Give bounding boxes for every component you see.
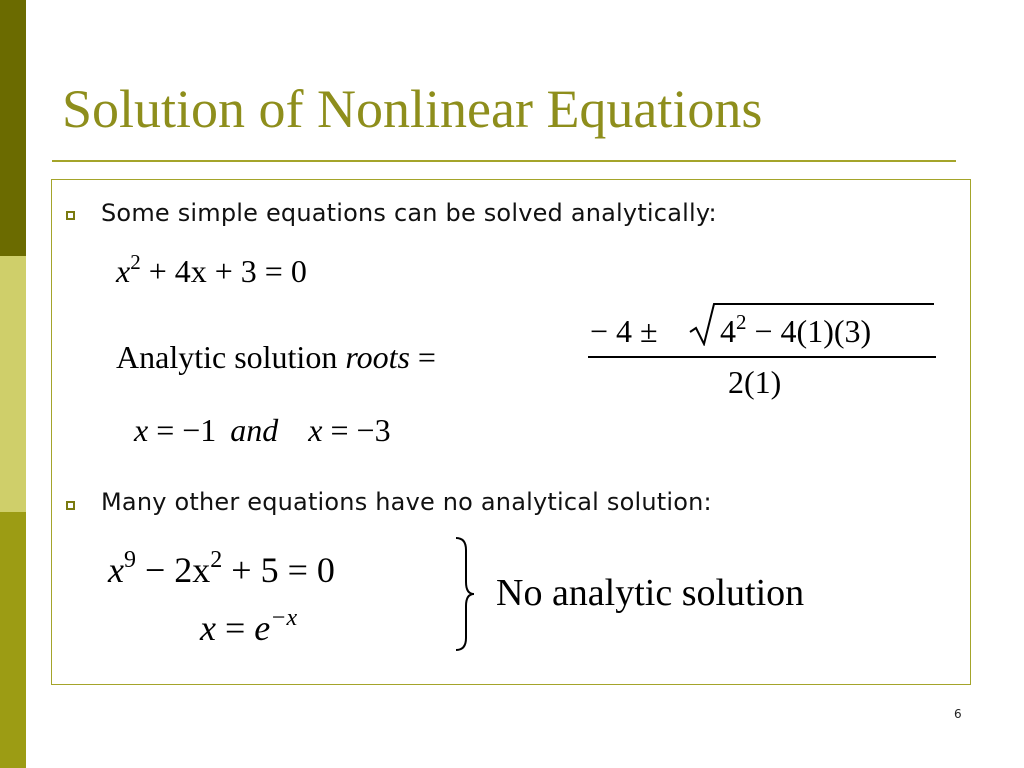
square-root-symbol [688, 302, 718, 346]
eq2-denominator: 2(1) [728, 364, 782, 400]
title-underline [52, 160, 956, 162]
eq5-exp: −x [270, 605, 298, 631]
equation-analytic-solution [116, 341, 436, 373]
eq4-exp9: 9 [123, 547, 136, 573]
equation-quadratic [116, 250, 307, 289]
eq2-radicand-exp: 2 [736, 310, 747, 334]
eq1-rest: + 4x + 3 = 0 [148, 253, 307, 289]
side-stripe-middle [0, 256, 26, 512]
eq2-equals: = [417, 339, 436, 375]
equation-exponential [200, 605, 298, 648]
eq2-radicand-base: 4 [720, 313, 736, 349]
side-stripe-bottom [0, 512, 26, 768]
eq1-x: x [116, 253, 131, 289]
eq4-end: + 5 = 0 [231, 550, 335, 590]
fraction-bar [588, 356, 936, 358]
sqrt-overline [716, 303, 934, 305]
eq3-x1: x [134, 412, 149, 448]
eq3-x2: x [308, 412, 323, 448]
equation-roots-values [134, 414, 391, 446]
eq3-and: and [230, 412, 279, 448]
eq2-label: Analytic solution [116, 339, 338, 375]
right-curly-brace [452, 536, 476, 652]
eq2-roots: roots [345, 339, 410, 375]
slide-title: Solution of Nonlinear Equations [62, 79, 763, 139]
eq1-exponent: 2 [130, 250, 141, 274]
eq3-part1: = −1 [156, 412, 217, 448]
eq4-exp2: 2 [210, 547, 223, 573]
page-number: 6 [954, 707, 962, 721]
eq4-mid: − 2x [144, 550, 211, 590]
eq5-equals: = [224, 608, 246, 648]
eq5-x: x [200, 608, 216, 648]
bullet-square-icon [66, 501, 75, 510]
eq3-part2: = −3 [330, 412, 391, 448]
no-analytic-solution-label: No analytic solution [496, 572, 805, 614]
eq2-numerator-lead: − 4 ± [590, 313, 658, 349]
eq2-radicand-rest: − 4(1)(3) [754, 313, 872, 349]
equation-polynomial [108, 547, 335, 590]
eq4-x: x [108, 550, 124, 590]
bullet-text-1: Some simple equations can be solved analytically: [101, 199, 717, 227]
side-stripe-top [0, 0, 26, 256]
bullet-square-icon [66, 211, 75, 220]
bullet-text-2: Many other equations have no analytical solution: [101, 488, 712, 516]
eq5-e: e [254, 608, 271, 648]
eq2-radicand [720, 310, 872, 349]
